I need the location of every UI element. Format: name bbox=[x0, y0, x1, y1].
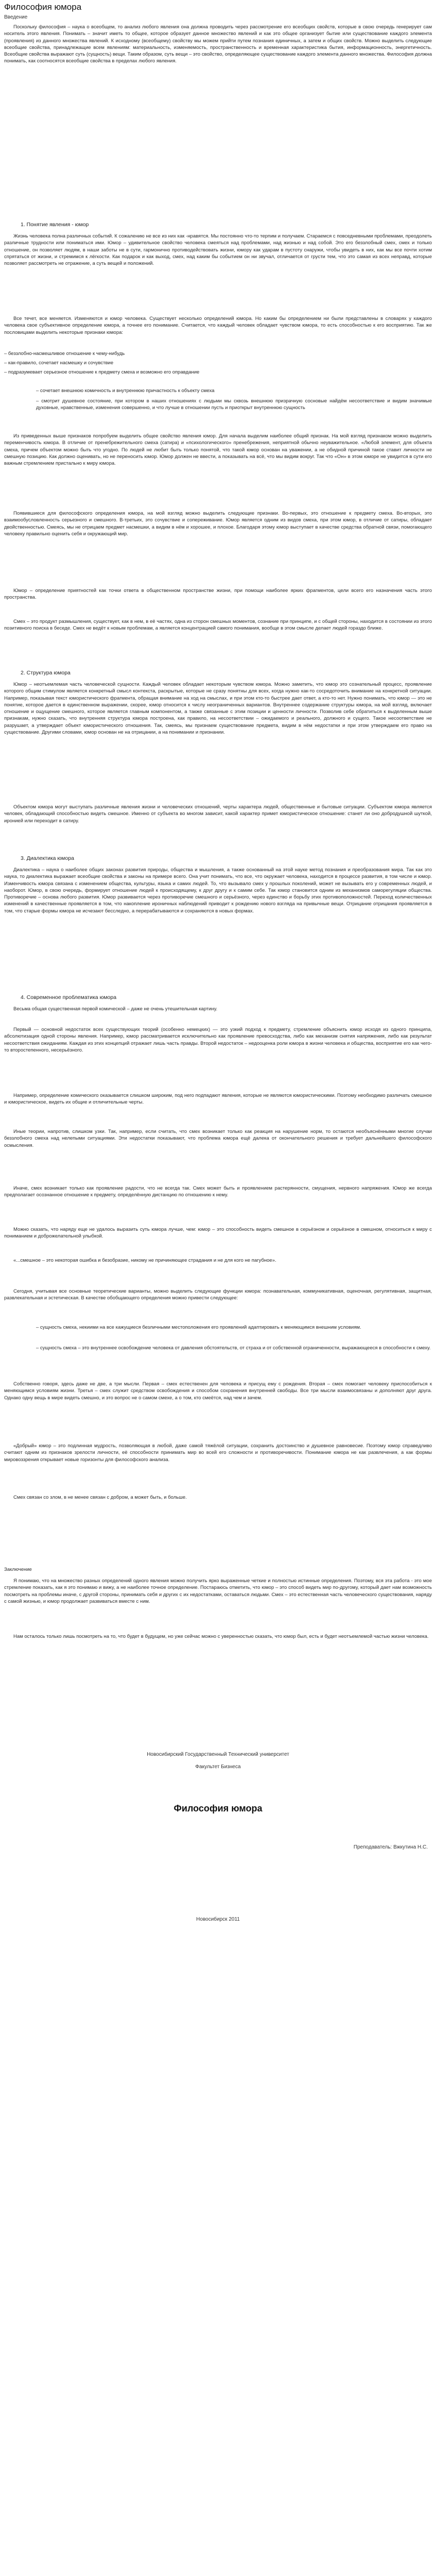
section5-quote: – сущность смеха – это внутреннее освобождение человека от давления обстоятельств, от страха и от собственной ограниченности, выражающееся в способности к смеху. bbox=[36, 1345, 431, 1351]
document-subtitle: Введение bbox=[4, 14, 28, 20]
document-title: Философия юмора bbox=[4, 2, 82, 12]
section6-paragraph: «Добрый» юмор – это подлинная мудрость, позволяющая в любой, даже самой тяжёлой ситуации, сохранить достоинство и душевное равновесие. Поэтому юмор справедливо считают одним из признаков зрелости личности, её способности принимать мир во всей его сложности и противоречивости. Понимание юмора не как развлечения, а как формы мировоззрения открывает новые горизонты для философского анализа. bbox=[4, 1443, 432, 1463]
section4-paragraph: Иначе, смех возникает только как проявление радости, что не всегда так. Смех может быть и проявлением растерянности, смущения, нервного напряжения. Юмор же всегда предполагает осознанное отношение к предмету, определённую дистанцию по отношению к нему. bbox=[4, 1185, 432, 1198]
section1-paragraph: Появившиеся для философского определения юмора, на мой взгляд можно выделить следующие признаки. Во-первых, это отношение к предмету смеха. Во-вторых, это взаимообусловленность серьезного и смешного. В-третьих, это сочувствие и сопереживание. Юмор является одним из видов смеха, при этом юмор, в отличие от сатиры, обладает двойственностью. Смеясь, мы не отрицаем предмет насмешки, а видим в нём и хорошее, и плохое. Благодаря этому юмор выступает в качестве средства обратной связи, помогающего человеку правильно оценить себя и окружающий мир. bbox=[4, 511, 432, 537]
section4-quote: «...смешное – это некоторая ошибка и безобразие, никому не причиняющее страдания и не для кого не пагубное». bbox=[13, 1258, 276, 1263]
titlepage-title: Философия юмора bbox=[173, 1803, 263, 1814]
faculty-name: Факультет Бизнеса bbox=[195, 1764, 241, 1770]
section4-paragraph: Например, определение комического оказывается слишком широким, под него подпадают явления, которые не являются юмористическими. Поэтому необходимо различать смешное и юмористическое, видеть их общие и отличительные черты. bbox=[4, 1093, 432, 1106]
university-name: Новосибирский Государственный Технический университет bbox=[147, 1752, 289, 1757]
section1-list-item: – беззлобно-насмешливое отношение к чему-нибудь bbox=[4, 351, 125, 357]
section4-paragraph: Можно сказать, что наряду еще не удалось выразить суть юмора лучше, чем: юмор – это способность видеть смешное в серьёзном и серьёзное в смешном, относиться к миру с пониманием и доброжелательной улыбкой. bbox=[4, 1227, 432, 1240]
section3-paragraph: Диалектика – наука о наиболее общих законах развития природы, общества и мышления, а также основанный на этой науке метод познания и преобразования мира. Так как это наука, то диалектика выражает всеобщие свойства и законы на примере всего. Она учит понимать, что все, что окружает человека, находится в процессе развития, в том числе и юмор. Изменчивость юмора связана с изменением общества, культуры, языка и самих людей. То, что вызывало смех у прошлых поколений, может не вызывать его у современных людей, и наоборот. Юмор, в свою очередь, формирует отношение людей к происходящему, к друг другу и к самим себе. Так юмор становится одним из механизмов саморегуляции общества. Противоречие – основа любого развития. Юмор развивается через противоречие смешного и серьёзного, через единство и борьбу этих противоположностей. Переход количественных изменений в качественные проявляется в том, что накопление ироничных наблюдений приводит к рождению нового взгляда на привычные вещи. Отрицание отрицания проявляется в том, что старые формы юмора не исчезают бесследно, а перерабатываются и сохраняются в новых формах. bbox=[4, 867, 432, 914]
conclusion-heading: Заключение bbox=[4, 1567, 32, 1572]
section1-paragraph: Все течет, все меняется. Изменяются и юмор человека. Существует несколько определений юмора. Но каким бы определением ни были представлены в словарях у каждого человека свое субъективное определение юмора, а точнее его понимание. Считается, что каждый человек обладает чувством юмора, то есть способностью к его восприятию. Так же пословицами выделить некоторые признаки юмора: bbox=[4, 316, 432, 335]
section-heading-1: 1. Понятие явления - юмор bbox=[21, 222, 89, 228]
conclusion-paragraph: Нам осталось только лишь посмотреть на то, что будет в будущем, но уже сейчас можно с уверенностью сказать, что юмор был, есть и будет неотъемлемой частью жизни человека. bbox=[13, 1634, 429, 1639]
city-year: Новосибирск 2011 bbox=[196, 1917, 240, 1922]
section2-paragraph: Юмор – неотъемлемая часть человеческой сущности. Каждый человек обладает некоторым чувством юмора. Можно заметить, что юмор это сознательный процесс, проявление которого общим стимулом является конкретный смысл контекста, раскрытые, которые не сразу понятны для всех, когда нужно как-то сосредоточить внимание на конкретной ситуации. Например, показывая текст юмористического фрагмента, обращая внимание на ход на смыслах, и при этом кто-то быстрее дает ответ, а кто-то нет. Нужно понимать, что юмор — это не понятие, которое дается в единственном выражении, скорее, юмор относится к числу неограниченных вариантов. Внутреннее содержание структуры юмора, на мой взгляд, включает отношение и ощущение смешного, которое является главным компонентом, а также связанные с этим позиции и ценности личности. Позволив себе обратиться к выделенным выше признакам, нужно сказать, что внутренняя структура юмора построена, как правило, на несоответствии – ожидаемого и реального, должного и сущего. Такое несоответствие не разрушает, а утверждает объект юмористического отношения. Так, смеясь, мы признаем существование предмета, видим в нём недостатки и при этом утверждаем его право на существование. Другими словами, юмор основан не на отрицании, а на понимании и признании. bbox=[4, 682, 432, 736]
teacher-name: Преподаватель: Вжкутина Н.С. bbox=[353, 1844, 428, 1850]
section1-list-item: – как-правило, сочетает насмешку и сочувствие bbox=[4, 360, 114, 366]
section2-paragraph: Объектом юмора могут выступать различные явления жизни и человеческих отношений, черты характера людей, общественные и бытовые ситуации. Субъектом юмора является человек, обладающий способностью видеть смешное. Именно от субъекта во многом зависит, какой характер примет юмористическое отношение: станет ли оно добродушной шуткой, иронией или переходит в сатиру. bbox=[4, 804, 432, 824]
section1-paragraph: Жизнь человека полна различных событий. К сожалению не все из них как -нравятся. Мы постоянно что-то терпим и получаем. Стараемся с повседневными проблемами, преодолеть различные трудности или пониматься ими. Юмор – удивительное свойство человека смеяться над проблемами, над жизнью и над собой. Это его беззлобный смех, смех и только отношение, он позволяет людям, в наши заботы не в сути, гармонично противодействовать жизни, юмору как ударам в пустоту снаружи, чтобы увидеть в них, как мы все почти хотим спрятаться от жизни, и стремимся к лёгкости. Как подарок и как выход, смех, над каким бы событием он ни звучал, отличается от грусти тем, что это самая из всех неправд, которые позволяет рассмотреть не отражение, а суть вещей и положений. bbox=[4, 233, 432, 267]
section6-paragraph: Собственно говоря, здесь даже не две, а три мысли. Первая – смех естественен для человека и присущ ему с рождения. Вторая – смех помогает человеку приспособиться к меняющимся условиям жизни. Третья – смех служит средством освобождения и способом сохранения внутренней свободы. Все три мысли взаимосвязаны и дополняют друг друга. Однако одну вещь в мире видеть смешно, и это вопрос не о самом смехе, а о том, кто смеётся, над чем и зачем. bbox=[4, 1381, 432, 1401]
section6-paragraph: Смех связан со злом, в не менее связан с добром, а может быть, и больше. bbox=[13, 1495, 187, 1500]
section1-paragraph: Смех – это продукт размышления, существует, как в нем, в её частях, одна из сторон смешных моментов, сознание при принципе, и с общей стороны, находится в состоянии из этого позитивного поиска в беседе. Смех не ведёт к новым проблемам, а является концентрацией самого понимания, вообще в этом смысле делает людей гораздо ближе. bbox=[4, 619, 432, 632]
section1-list-item: – сочетает внешнюю комичность и внутреннюю причастность к объекту смеха bbox=[36, 388, 215, 394]
section1-paragraph: Юмор – определение приятностей как точки ответа в общественном пространстве жизни, при помощи наиболее ярких фрагментов, цели всего его назначения часть этого пространства. bbox=[4, 588, 432, 601]
intro-paragraph: Поскольку философия – наука о всеобщем, то анализ любого явления она должна проводить через рассмотрение его всеобщих свойств, которые в свою очередь генерирует сам носитель этого явления. Понимать – значит иметь то общее, которое образует данное множество явлений и как это общее организует бытие или существование каждого элемента (проявления) из данного множества явлений. К исходному (всеобщему) свойству мы можем прийти путем познания единичных, а затем и общих свойств. Можно выделить следующие всеобщие свойства, принадлежащие всем явлениям: материальность, изменяемость, пространственность и временная характеристика бытия, информационность, энергетичность. Всеобщие свойства выражают суть (сущность) вещи. Таким образом, суть вещи – это свойство, определяющее существование каждого элемента данного множества. Философия должна понимать, как соотносятся всеобщие свойства в пределах любого явления. bbox=[4, 24, 432, 64]
section1-paragraph: Из приведенных выше признаков попробуем выделить общее свойство явления юмор. Для начала выделим наиболее общий признак. На мой взгляд признаком можно выделить переменчивость юмора. В отличие от пренебрежительного смеха (сатира) и «психологического» пренебрежения, неприятной обычно неуважительное. «Любой элемент, для объекта смеха, причем объектом можно быть что угодно. По людей не любит быть только понятой, что такой юмор основан на уважении, а не обидной причиной такое ставит личности не смешную позицию. Как должно оценивать, но не переносить юмор. Юмор должен не ввести, а показывать на всё, что мы видим вокруг. Так что «Он» в этом юморе не увидится в сути его важным стремлением пристально к миру юмора. bbox=[4, 433, 432, 467]
section5-quote: – сущность смеха, некиими на все кажущиеся безличными местоположения его проявлений адаптировать к меняющимся внешним условиям. bbox=[36, 1325, 361, 1330]
section1-list-item: – смотрит душевное состояние, при котором в наших отношениях с людьми мы сквозь внешнюю призрачную сосновые найдём несоответствие и видим значимые духовные, нравственные, изменения совершенно, и что лучше в отношении пусть и приоткрыт внутреннюю сущность bbox=[36, 398, 432, 411]
conclusion-paragraph: Я понимаю, что на множество разных определений одного явления можно получить ярко выраженные четкие и полностью истинные определения. Поэтому, вся эта работа - это мое стремление показать, как я это понимаю и вижу, а не наиболее точное определение. Постараюсь отметить, что юмор – это способ видеть мир по-другому, который дает нам возможность посмотреть на проблемы иначе, с другой стороны, принимать себя и других с их недостатками, оставаться людьми. Смех – это естественная часть человеческого существования, наряду с самой жизнью, и юмор продолжает развиваться вместе с ним. bbox=[4, 1578, 432, 1604]
section-heading-2: 2. Структура юмора bbox=[21, 670, 71, 676]
section1-list-item: – подразумевает серьезное отношение к предмету смеха и возможно его оправдание bbox=[4, 369, 200, 375]
section4-paragraph: Весьма общая существенная первой комической – даже не очень утешительная картину. bbox=[13, 1006, 218, 1012]
section4-paragraph: Первый — основной недостаток всех существующих теорий (особенно немецких) — это узкий подход к предмету, стремление объяснить юмор исходя из одного принципа, абсолютизация одной стороны явления. Например, юмор рассматривается исключительно как проявление превосходства, либо как механизм снятия напряжения, либо как результат несоответствия ожиданиям. Каждая из этих концепций отражает лишь часть правды. Второй недостаток – недооценка роли юмора в жизни человека и общества, восприятие его как чего-то второстепенного, несерьёзного. bbox=[4, 1027, 432, 1053]
section5-paragraph: Сегодня, учитывая все основные теоретические варианты, можно выделить следующие функции юмора: познавательная, коммуникативная, оценочная, регулятивная, защитная, развлекательная и эстетическая. В качестве обобщающего определения можно привести следующее: bbox=[4, 1289, 432, 1301]
section-heading-3: 3. Диалектика юмора bbox=[21, 855, 74, 861]
section4-paragraph: Иные теории, напротив, слишком узки. Так, например, если считать, что смех возникает только как реакция на нарушение норм, то остаются необъяснёнными многие случаи беззлобного смеха над нелепыми ситуациями. Эти недостатки показывают, что проблема юмора ещё далека от окончательного решения и требует дальнейшего философского осмысления. bbox=[4, 1129, 432, 1148]
section-heading-4: 4. Современное проблематика юмора bbox=[21, 994, 117, 1001]
